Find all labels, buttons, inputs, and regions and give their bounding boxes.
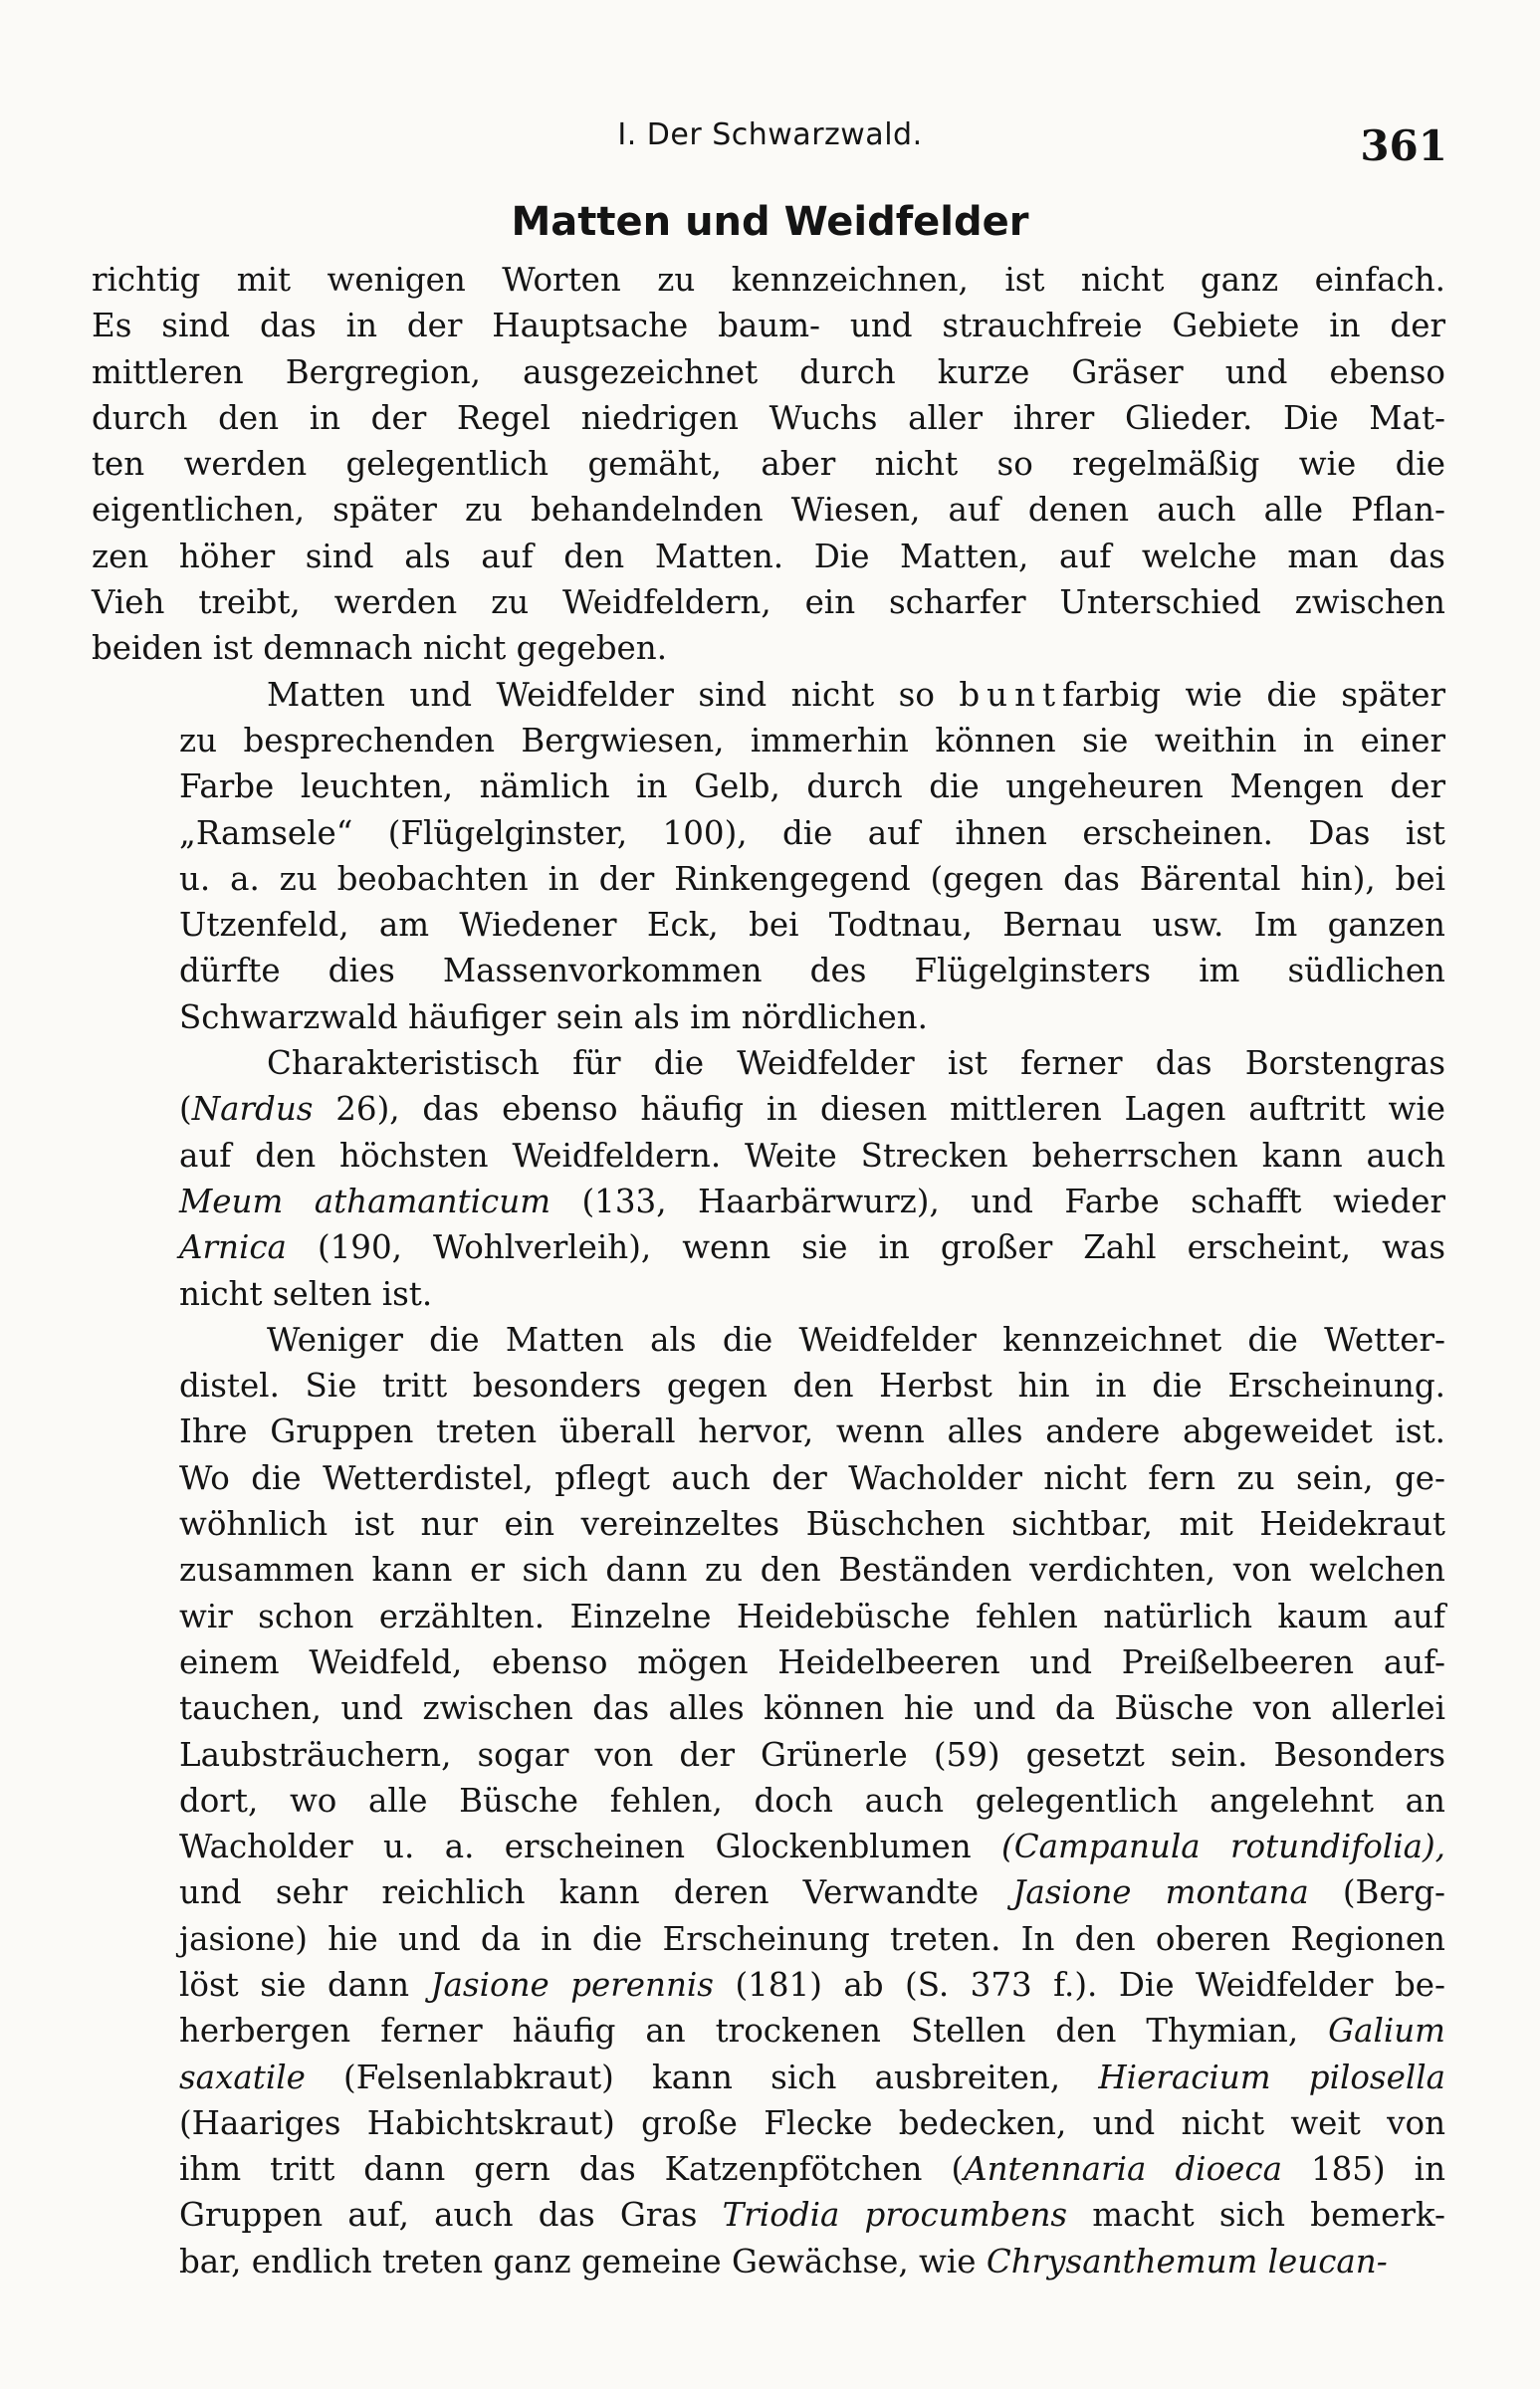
text-run: macht sich bemerk- xyxy=(1067,2196,1445,2235)
text-run: und sehr reichlich kann deren Verwandte xyxy=(179,1873,1013,1912)
text-run: ( xyxy=(179,1090,192,1129)
text-line xyxy=(92,1317,1445,1363)
text-line xyxy=(92,349,1445,395)
text-line xyxy=(92,1224,1445,1270)
text-line xyxy=(92,994,1445,1040)
text-line xyxy=(92,1409,1445,1454)
text-run: Wacholder u. a. erscheinen Glockenblumen xyxy=(179,1828,1002,1866)
italic-text: Arnica xyxy=(179,1228,287,1267)
text-run: (Haariges Habichtskraut) große Flecke bedecken, und nicht weit von xyxy=(179,2103,1445,2142)
text-line xyxy=(92,2239,1445,2284)
text-run: mittleren Bergregion, ausgezeichnet durch kurze Gräser und ebenso xyxy=(92,352,1445,391)
text-run: ihm tritt dann gern das Katzenpfötchen ( xyxy=(179,2150,965,2189)
text-run: Matten und Weidfelder sind nicht so xyxy=(267,675,960,714)
italic-text: Chrysanthemum leucan- xyxy=(986,2242,1388,2280)
text-line xyxy=(92,1040,1445,1086)
italic-text: Meum athamanticum xyxy=(179,1182,551,1220)
text-run: herbergen ferner häufig an trockenen Stellen den Thymian, xyxy=(179,2012,1329,2051)
text-run: einem Weidfeld, ebenso mögen Heidelbeeren und Preißelbeeren auf- xyxy=(179,1642,1445,1681)
text-run: wöhnlich ist nur ein vereinzeltes Büschchen sichtbar, mit Heidekraut xyxy=(179,1505,1445,1544)
text-run: Laubsträuchern, sogar von der Grünerle (59) gesetzt sein. Besonders xyxy=(179,1735,1445,1774)
text-line xyxy=(92,625,1445,671)
text-line xyxy=(92,1133,1445,1179)
text-line xyxy=(92,856,1445,902)
text-line xyxy=(92,763,1445,809)
text-run: Gruppen auf, auch das Gras xyxy=(179,2196,723,2235)
text-line xyxy=(92,257,1445,303)
text-line xyxy=(92,1455,1445,1501)
section-title: Matten und Weidfelder xyxy=(511,199,1029,245)
text-line xyxy=(92,810,1445,856)
text-line xyxy=(92,1501,1445,1547)
text-line xyxy=(92,1547,1445,1593)
text-line xyxy=(92,1179,1445,1224)
text-run: Wo die Wetterdistel, pflegt auch der Wacholder nicht fern zu sein, ge- xyxy=(179,1458,1445,1497)
body-text xyxy=(92,257,1445,2284)
text-line xyxy=(92,2055,1445,2100)
text-run: dort, wo alle Büsche fehlen, doch auch gelegentlich angelehnt an xyxy=(179,1781,1445,1820)
text-run: ten werden gelegentlich gemäht, aber nicht so regelmäßig wie die xyxy=(92,445,1445,484)
text-run: Farbe leuchten, nämlich in Gelb, durch die ungeheuren Mengen der xyxy=(179,767,1445,806)
text-run: u. a. zu beobachten in der Rinkengegend (gegen das Bärental hin), bei xyxy=(179,859,1445,898)
text-run: zusammen kann er sich dann zu den Beständen verdichten, von welchen xyxy=(179,1551,1445,1590)
page-number: 361 xyxy=(1360,121,1447,170)
text-line xyxy=(92,2008,1445,2054)
text-run: „Ramsele“ (Flügelginster, 100), die auf ihnen erscheinen. Das ist xyxy=(179,813,1445,852)
text-run: wir schon erzählten. Einzelne Heidebüsche fehlen natürlich kaum auf xyxy=(179,1597,1445,1635)
text-line xyxy=(92,1685,1445,1731)
text-run: (181) ab (S. 373 f.). Die Weidfelder be- xyxy=(713,1965,1445,2004)
text-run: 185) in xyxy=(1281,2150,1445,2189)
text-run: Weniger die Matten als die Weidfelder kennzeichnet die Wetter- xyxy=(267,1320,1445,1359)
paragraph xyxy=(92,672,1445,1040)
text-run: Es sind das in der Hauptsache baum- und strauchfreie Gebiete in der xyxy=(92,307,1445,345)
text-line xyxy=(92,1778,1445,1824)
text-run: tauchen, und zwischen das alles können hie und da Büsche von allerlei xyxy=(179,1689,1445,1728)
text-line xyxy=(92,2146,1445,2192)
text-line xyxy=(92,1916,1445,1962)
text-run: bar, endlich treten ganz gemeine Gewächse, wie xyxy=(179,2242,987,2280)
text-line xyxy=(92,1594,1445,1639)
paragraph xyxy=(92,1317,1445,2284)
text-line xyxy=(92,441,1445,487)
text-line xyxy=(92,2192,1445,2238)
italic-text: Triodia procumbens xyxy=(722,2196,1068,2235)
paragraph xyxy=(92,257,1445,672)
italic-text: (Campanula rotundifolia), xyxy=(1001,1828,1445,1866)
italic-text: saxatile xyxy=(179,2058,306,2096)
text-line xyxy=(92,1639,1445,1685)
paragraph xyxy=(92,1040,1445,1317)
text-run: farbig wie die später xyxy=(1062,675,1445,714)
text-line xyxy=(92,579,1445,625)
text-run: löst sie dann xyxy=(179,1965,431,2004)
text-run: Utzenfeld, am Wiedener Eck, bei Todtnau, Bernau usw. Im ganzen xyxy=(179,906,1445,945)
italic-text: Antennaria dioeca xyxy=(964,2150,1282,2189)
text-run: richtig mit wenigen Worten zu kennzeichnen, ist nicht ganz einfach. xyxy=(92,261,1445,299)
text-run: Charakteristisch für die Weidfelder ist ferner das Borstengras xyxy=(267,1044,1445,1083)
text-line xyxy=(92,487,1445,533)
text-line xyxy=(92,718,1445,763)
text-run: Vieh treibt, werden zu Weidfeldern, ein scharfer Unterschied zwischen xyxy=(92,583,1445,622)
text-run: (133, Haarbärwurz), und Farbe schafft wieder xyxy=(550,1182,1445,1220)
text-line xyxy=(92,1363,1445,1409)
text-run: (190, Wohlverleih), wenn sie in großer Zahl erscheint, was xyxy=(286,1228,1445,1267)
text-run: zu besprechenden Bergwiesen, immerhin können sie weithin in einer xyxy=(179,721,1445,760)
text-line xyxy=(92,1869,1445,1915)
text-run: Schwarzwald häufiger sein als im nördlichen. xyxy=(179,997,928,1036)
text-line xyxy=(92,902,1445,948)
text-line xyxy=(92,1086,1445,1132)
text-line xyxy=(92,395,1445,441)
text-run: Ihre Gruppen treten überall hervor, wenn alles andere abgeweidet ist. xyxy=(179,1412,1445,1451)
italic-text: Hieracium pilosella xyxy=(1098,2058,1446,2096)
text-line xyxy=(92,948,1445,993)
text-run: 26), das ebenso häufig in diesen mittleren Lagen auftritt wie xyxy=(313,1090,1445,1129)
text-run: distel. Sie tritt besonders gegen den Herbst hin in die Erscheinung. xyxy=(179,1367,1445,1406)
text-line xyxy=(92,1824,1445,1869)
italic-text: Jasione montana xyxy=(1012,1873,1309,1912)
text-line xyxy=(92,2100,1445,2146)
text-run: zen höher sind als auf den Matten. Die Matten, auf welche man das xyxy=(92,537,1445,575)
text-run: (Berg- xyxy=(1308,1873,1445,1912)
text-run: bunt xyxy=(959,675,1063,714)
running-header: I. Der Schwarzwald. xyxy=(617,117,923,152)
text-run: durch den in der Regel niedrigen Wuchs aller ihrer Glieder. Die Mat- xyxy=(92,398,1445,437)
text-run: beiden ist demnach nicht gegeben. xyxy=(92,629,668,668)
text-run: dürfte dies Massenvorkommen des Flügelginsters im südlichen xyxy=(179,952,1445,990)
italic-text: Galium xyxy=(1328,2012,1445,2051)
text-run: jasione) hie und da in die Erscheinung treten. In den oberen Regionen xyxy=(179,1919,1445,1958)
text-run: eigentlichen, später zu behandelnden Wiesen, auf denen auch alle Pflan- xyxy=(92,491,1445,530)
text-line xyxy=(92,1732,1445,1778)
italic-text: Nardus xyxy=(191,1090,314,1129)
italic-text: Jasione perennis xyxy=(430,1965,714,2004)
text-run: nicht selten ist. xyxy=(179,1274,433,1313)
text-line xyxy=(92,1271,1445,1317)
text-run: (Felsenlabkraut) kann sich ausbreiten, xyxy=(305,2058,1099,2096)
text-line xyxy=(92,672,1445,718)
text-run: auf den höchsten Weidfeldern. Weite Strecken beherrschen kann auch xyxy=(179,1136,1445,1175)
text-line xyxy=(92,303,1445,348)
text-line xyxy=(92,1962,1445,2008)
text-line xyxy=(92,534,1445,579)
